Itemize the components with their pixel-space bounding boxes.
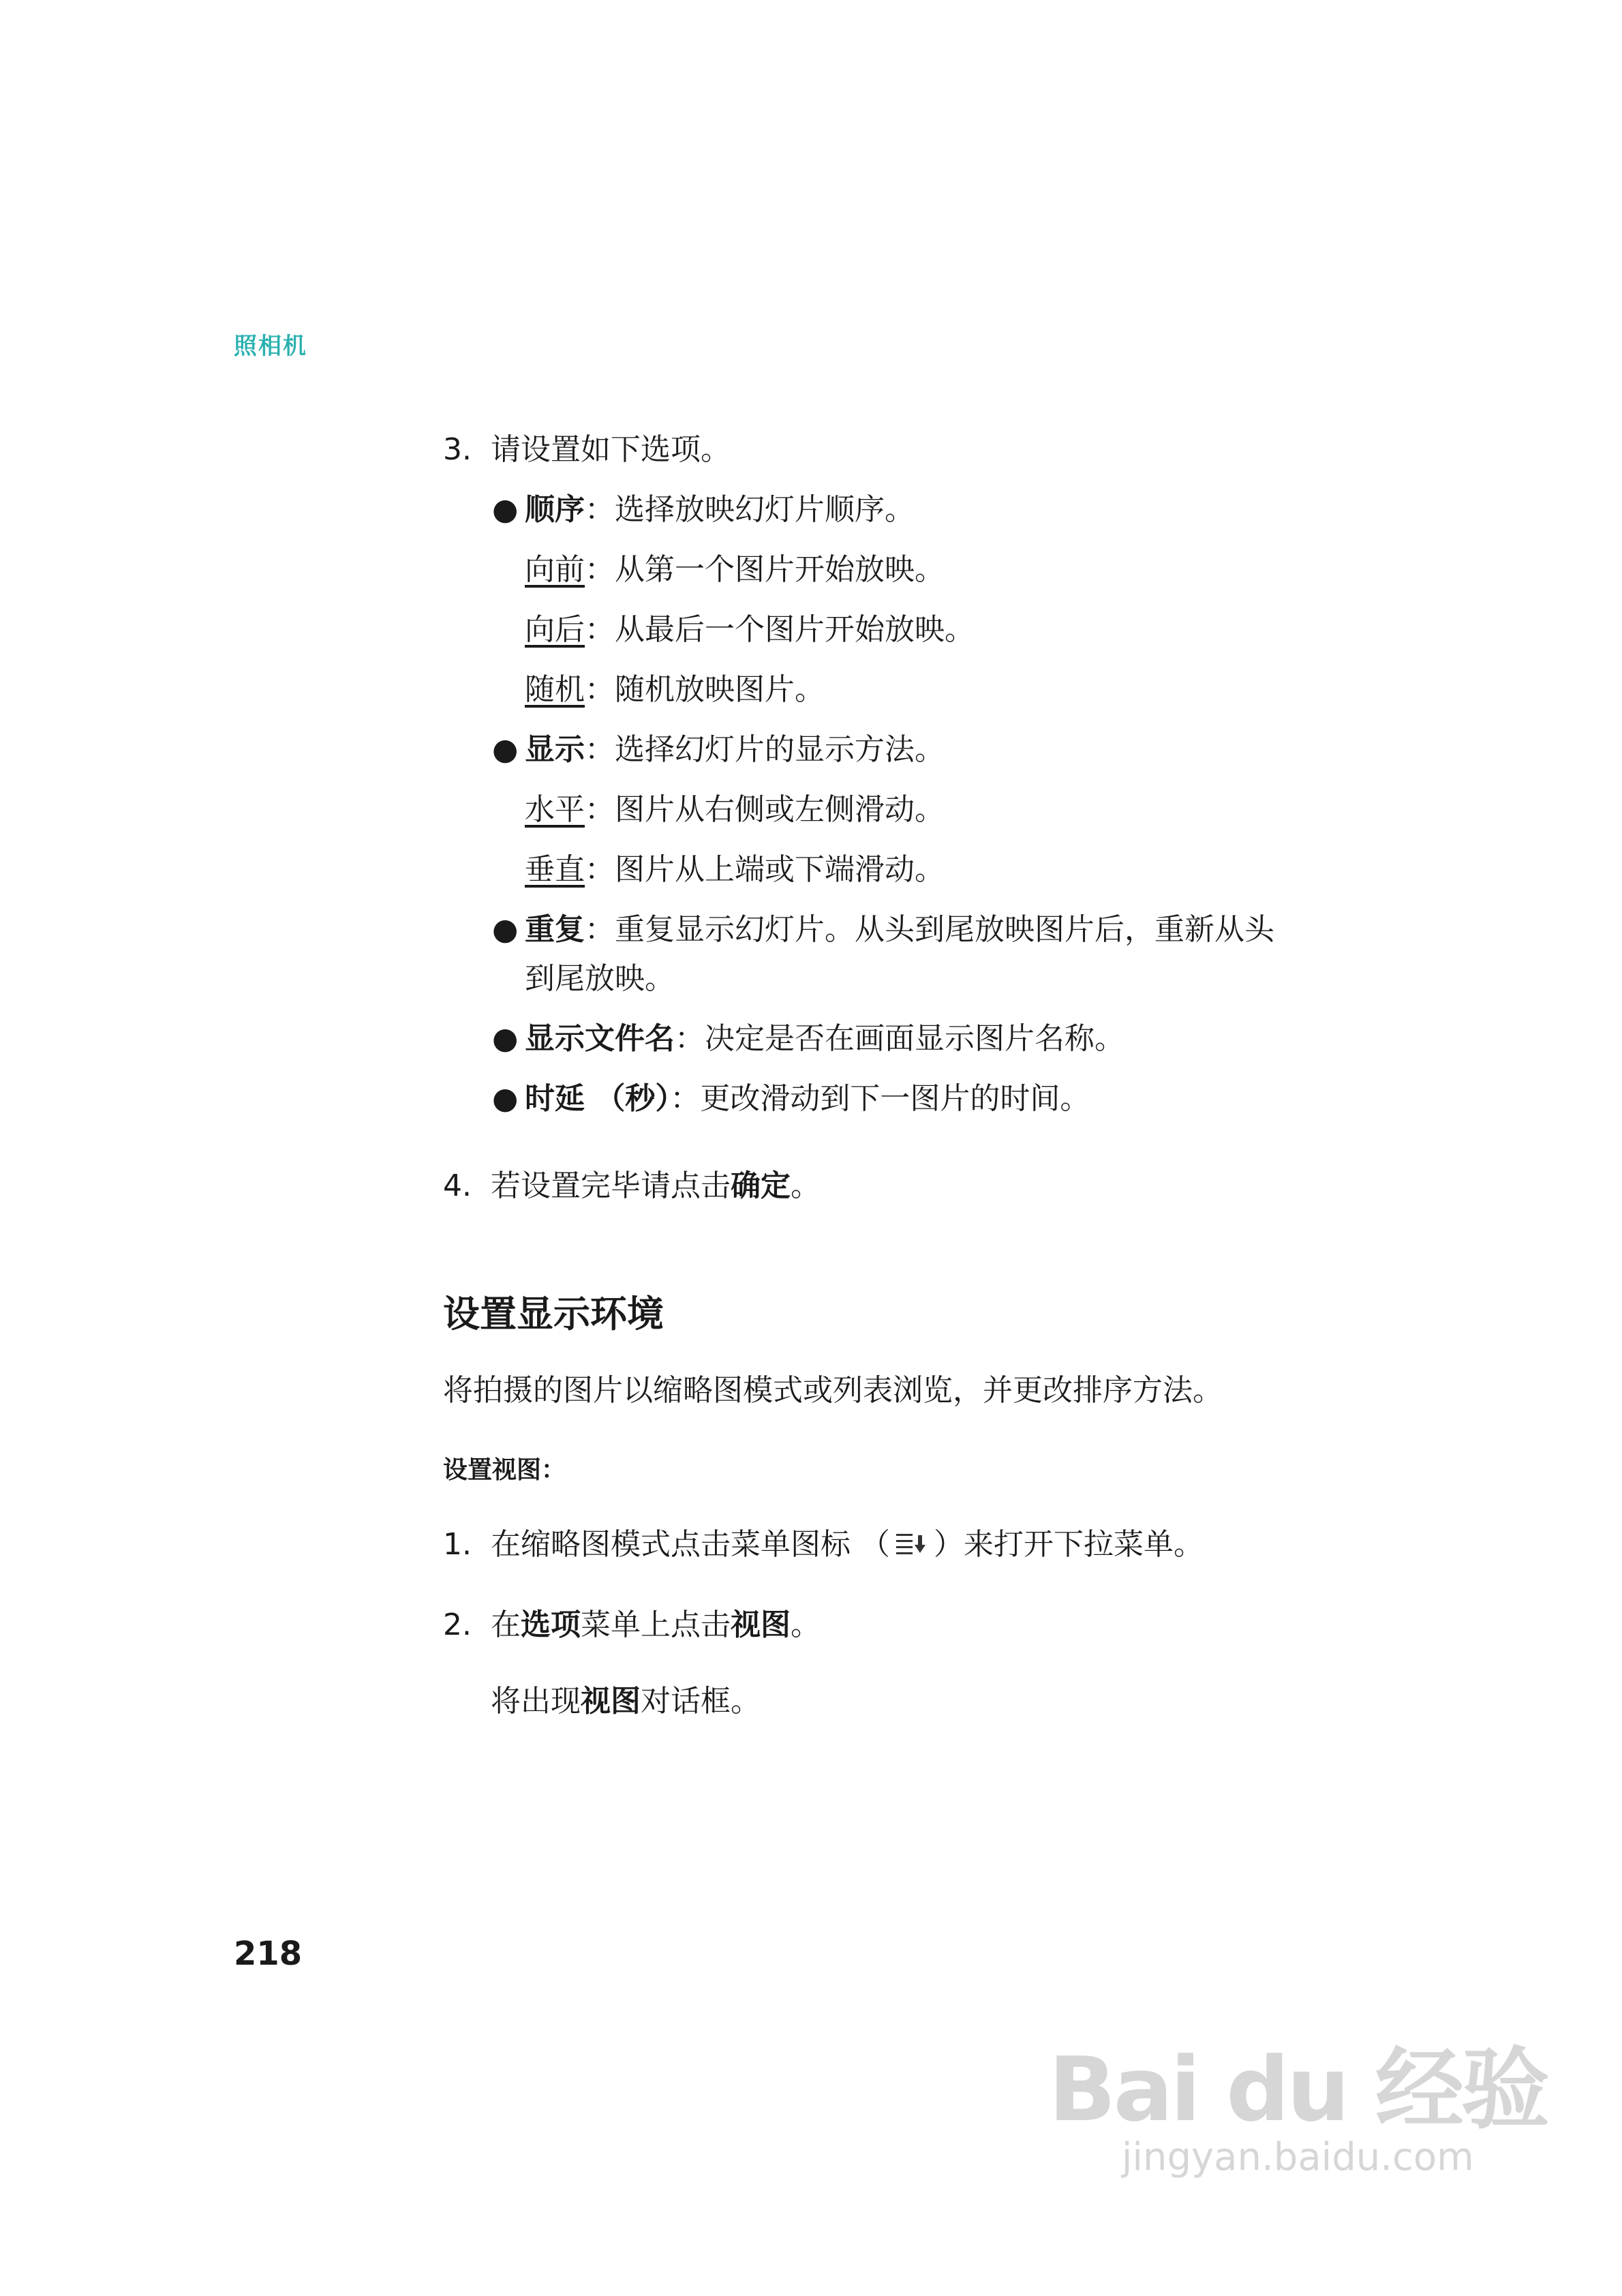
option-label: 重复 [525, 912, 585, 947]
sub-option-desc: 图片从上端或下端滑动。 [615, 852, 945, 887]
step-number: 1. [443, 1527, 472, 1562]
sub-option-forward [525, 549, 945, 590]
sub-option-backward [525, 609, 975, 650]
menu-dropdown-icon [894, 1531, 930, 1558]
separator: ： [585, 612, 615, 647]
step-number: 2. [443, 1607, 472, 1642]
separator: ： [585, 492, 615, 527]
option-label: 显示文件名 [525, 1021, 675, 1056]
option-delay [492, 1078, 1090, 1119]
watermark-url: jingyan.baidu.com [1121, 2135, 1474, 2179]
step-number: 3. [443, 432, 472, 467]
bullet-icon: ● [492, 732, 519, 767]
step-text: 在缩略图模式点击菜单图标 （ [491, 1527, 890, 1562]
option-desc: 选择幻灯片的显示方法。 [615, 732, 945, 767]
separator: ： [670, 1081, 701, 1116]
separator: ： [585, 732, 615, 767]
subheading: 设置视图： [443, 1456, 566, 1484]
step-text-end: ）来打开下拉菜单。 [934, 1527, 1204, 1562]
watermark [1048, 2038, 1548, 2181]
sub-option-label: 垂直 [525, 852, 585, 887]
option-desc: 选择放映幻灯片顺序。 [615, 492, 915, 527]
bullet-icon: ● [492, 492, 519, 527]
view-dialog-label: 视图 [581, 1684, 641, 1719]
step-2-note [491, 1681, 761, 1722]
sub-option-desc: 从第一个图片开始放映。 [615, 552, 945, 587]
option-desc: 更改滑动到下一图片的时间。 [700, 1081, 1090, 1116]
separator: ： [585, 852, 615, 887]
sub-option-desc: 从最后一个图片开始放映。 [615, 612, 975, 647]
option-repeat-continuation: 到尾放映。 [525, 961, 675, 996]
page-number: 218 [234, 1935, 303, 1973]
sub-option-label: 向后 [525, 612, 585, 647]
sub-option-label: 随机 [525, 672, 585, 707]
bullet-icon: ● [492, 1081, 519, 1116]
step-text: 若设置完毕请点击 [491, 1168, 731, 1203]
option-display [492, 729, 945, 770]
section-label: 照相机 [234, 333, 307, 360]
sub-option-vertical [525, 849, 945, 890]
sub-option-horizontal [525, 789, 945, 830]
separator: ： [675, 1021, 705, 1056]
ok-label: 确定 [731, 1168, 791, 1203]
option-desc: 重复显示幻灯片。从头到尾放映图片后，重新从头 [615, 912, 1274, 947]
step-2 [443, 1605, 821, 1646]
option-label: 显示 [525, 732, 585, 767]
step-1 [443, 1524, 1204, 1565]
note-text: 将出现 [491, 1684, 581, 1719]
sub-option-desc: 随机放映图片。 [615, 672, 825, 707]
separator: ： [585, 792, 615, 827]
option-show-filename [492, 1018, 1124, 1059]
separator: ： [585, 672, 615, 707]
step-text-end: 。 [791, 1168, 821, 1203]
options-menu-label: 选项 [521, 1607, 581, 1642]
option-label: 时延 （秒） [525, 1081, 671, 1116]
option-repeat [492, 909, 1274, 950]
step-text: 在 [491, 1607, 521, 1642]
note-text-end: 对话框。 [641, 1684, 761, 1719]
step-number: 4. [443, 1168, 472, 1203]
sub-option-desc: 图片从右侧或左侧滑动。 [615, 792, 945, 827]
sub-option-random [525, 669, 825, 710]
step-4 [443, 1166, 821, 1207]
step-3 [443, 429, 731, 470]
option-label: 顺序 [525, 492, 585, 527]
section-intro: 将拍摄的图片以缩略图模式或列表浏览，并更改排序方法。 [443, 1373, 1223, 1408]
sub-option-label: 水平 [525, 792, 585, 827]
step-text-end: 。 [791, 1607, 821, 1642]
step-text: 请设置如下选项。 [491, 432, 731, 467]
option-order [492, 489, 915, 530]
section-heading: 设置显示环境 [443, 1293, 664, 1335]
separator: ： [585, 912, 615, 947]
option-desc: 决定是否在画面显示图片名称。 [705, 1021, 1124, 1056]
watermark-brand: Bai du 经验 [1048, 2038, 1547, 2141]
bullet-icon: ● [492, 912, 519, 947]
separator: ： [585, 552, 615, 587]
bullet-icon: ● [492, 1021, 519, 1056]
view-label: 视图 [731, 1607, 791, 1642]
sub-option-label: 向前 [525, 552, 585, 587]
step-text-mid: 菜单上点击 [581, 1607, 731, 1642]
